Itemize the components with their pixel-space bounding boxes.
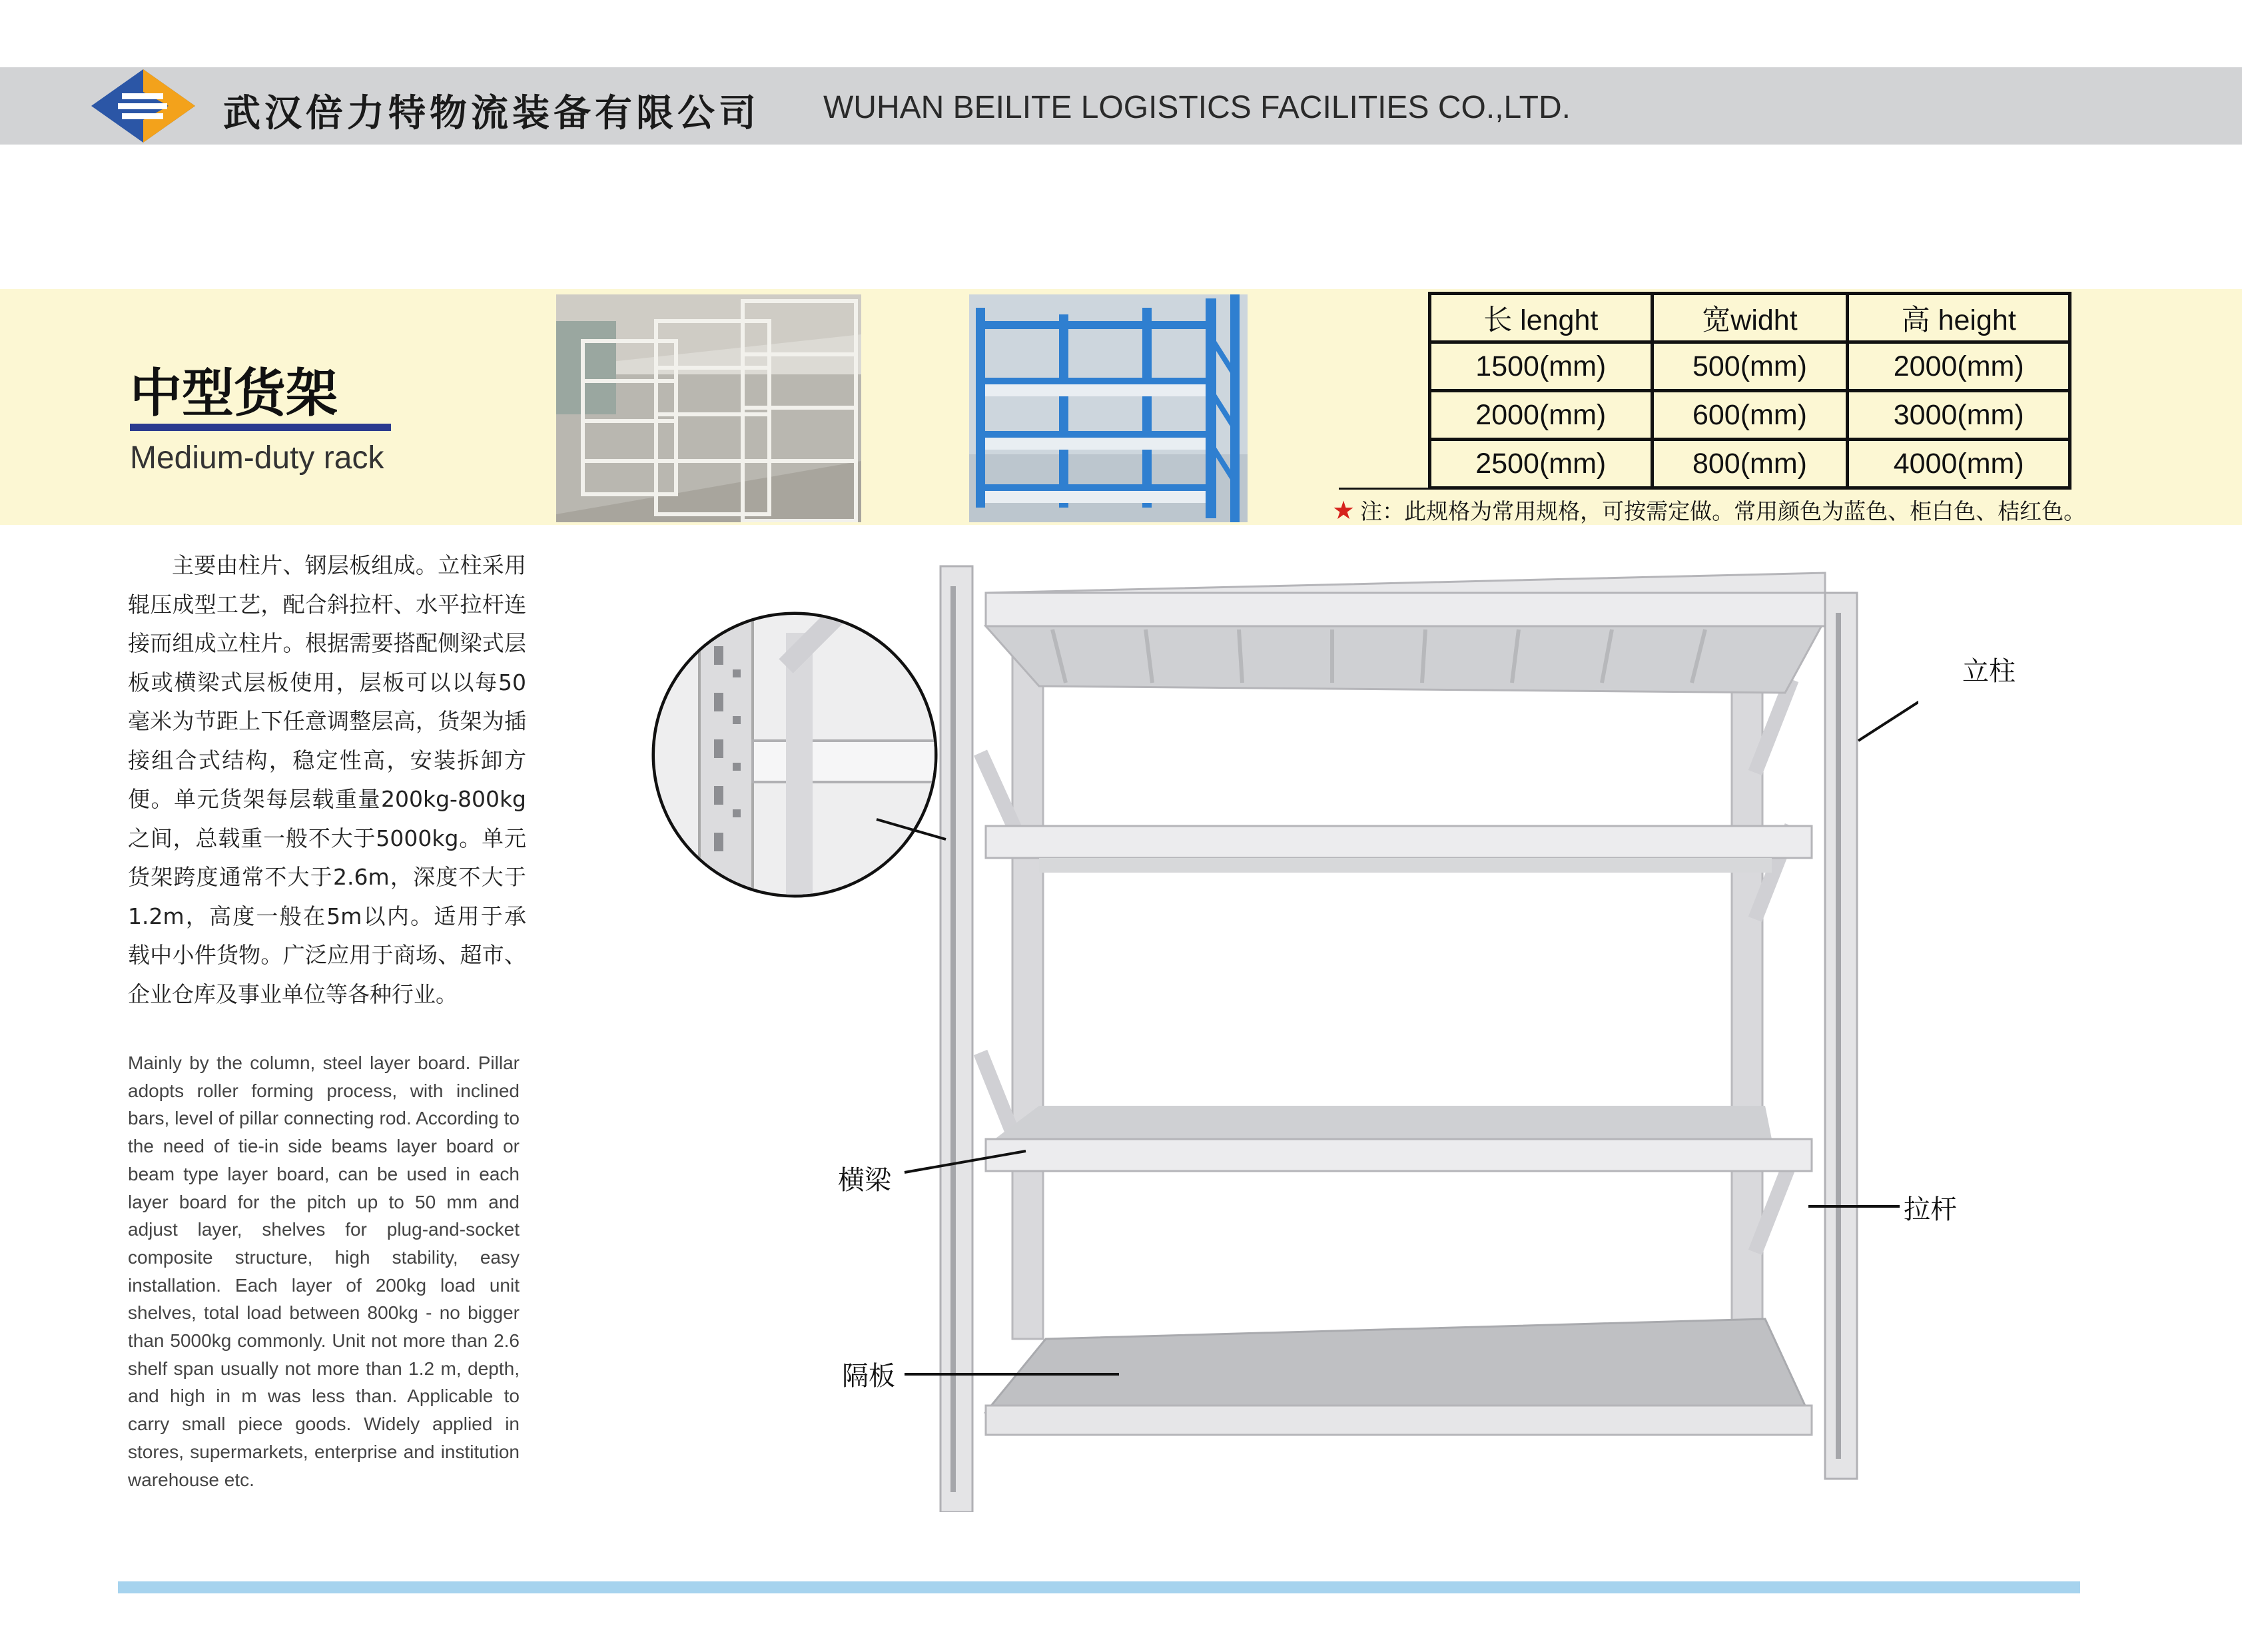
table-cell: 2000(mm) — [1430, 391, 1653, 440]
table-cell: 800(mm) — [1652, 440, 1848, 488]
red-star-icon: ★ — [1332, 496, 1355, 525]
spec-table — [1428, 292, 2071, 490]
company-name-en: WUHAN BEILITE LOGISTICS FACILITIES CO.,LTD. — [823, 90, 1571, 125]
table-cell: 1500(mm) — [1430, 342, 1653, 391]
table-cell: 2500(mm) — [1430, 440, 1653, 488]
table-row — [1430, 342, 2070, 391]
spec-header-row — [1430, 294, 2070, 342]
title-underline — [130, 424, 391, 431]
table-cell: 2000(mm) — [1848, 342, 2070, 391]
company-name-cn: 武汉倍力特物流装备有限公司 — [223, 92, 760, 135]
spec-header-length: 长 lenght — [1430, 294, 1653, 342]
table-cell: 4000(mm) — [1848, 440, 2070, 488]
spec-note-text: 注：此规格为常用规格，可按需定做。常用颜色为蓝色、柜白色、桔红色。 — [1360, 498, 2086, 524]
note-divider — [1339, 488, 2071, 490]
description-cn: 主要由柱片、钢层板组成。立柱采用辊压成型工艺，配合斜拉杆、水平拉杆连接而组成立柱片。根据需要搭配侧梁式层板或横梁式层板使用，层板可以以每50毫米为节距上下任意调整层高，货架为插接组合式结构，稳定性高，安装拆卸方便。单元货架每层载重量200kg-800kg之间，总载重一般不大于5000kg。单元货架跨度通常不大于2.6m，深度不大于1.2m，高度一般在5m以内。适用于承载中小件货物。广泛应用于商场、超市、企业仓库及事业单位等各种行业。 — [128, 552, 526, 1007]
blue-rack-photo — [969, 294, 1248, 522]
spec-header-width: 宽widht — [1652, 294, 1848, 342]
table-cell: 3000(mm) — [1848, 391, 2070, 440]
callout-beam: 横梁 — [838, 1165, 891, 1196]
table-row — [1430, 440, 2070, 488]
rack-illustration — [586, 546, 1918, 1512]
table-row — [1430, 391, 2070, 440]
spec-note — [1332, 494, 2085, 526]
callout-board: 隔板 — [842, 1361, 895, 1392]
description-en: Mainly by the column, steel layer board. Pillar adopts roller forming process, with inclined bars, level of pillar connecting rod. According to the need of tie-in side beams layer board or beam type layer board, can be used in each layer board for the pitch up to 50 mm and adjust layer, shelves for plug-and-socket composite structure, high stability, easy installation. Each layer of 200kg load unit shelves, total load between 800kg - no bigger than 5000kg commonly. Unit not more than 2.6 shelf span usually not more than 1.2 m, depth, and high in m was less than. Applicable to carry small piece goods. Widely applied in stores, supermarkets, enterprise and institution warehouse etc. — [128, 1052, 520, 1490]
table-cell: 600(mm) — [1652, 391, 1848, 440]
company-logo-icon — [89, 67, 198, 145]
callout-brace: 拉杆 — [1904, 1194, 1957, 1225]
spec-header-height: 高 height — [1848, 294, 2070, 342]
table-cell: 500(mm) — [1652, 342, 1848, 391]
callout-column: 立柱 — [1962, 656, 2016, 687]
product-title-cn: 中型货架 — [130, 364, 338, 424]
footer-rule — [118, 1581, 2080, 1593]
product-title-en: Medium-duty rack — [130, 440, 384, 476]
warehouse-photo — [556, 294, 861, 522]
